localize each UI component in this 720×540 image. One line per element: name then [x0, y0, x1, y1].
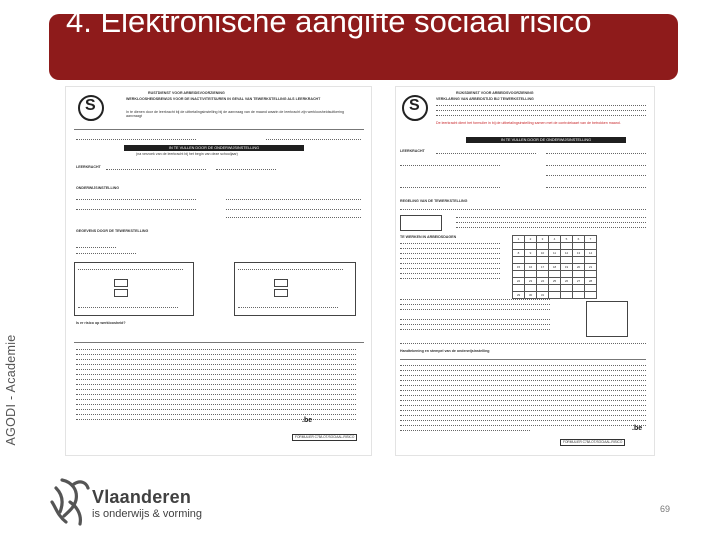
doc-right-be-mark: .be	[632, 425, 643, 432]
doc-left-intro: In te dienen door de leerkracht bij de uitbetalingsinstelling bij de aanvraag van de maand waarin de leerkracht zijn werkloosheidsuitkering aanvraagt	[126, 110, 344, 118]
days-table: 1 2 3 4 5 6 7 8 9 10 11 12 13 14 15 16 17 18 19 20 21 22 23 24 25 26 27 28 29 30 31	[512, 235, 597, 299]
doc-left-label-school: ONDERWIJSINSTELLING	[76, 186, 120, 190]
doc-right-header: RIJKSDIENST VOOR ARBEIDSVOORZIENING	[456, 91, 534, 95]
doc-right-label-schedule: REGELING VAN DE TEWERKSTELLING	[400, 199, 468, 203]
doc-left-header: RUSTDIENST VOOR ARBEIDSVOORZIENING	[148, 91, 225, 95]
document-right	[396, 87, 654, 455]
doc-right-note-red: De leerkracht dient het formulier in bij de uitbetalingsinstelling samen met de controlekaart van de betrokken maand.	[436, 121, 621, 125]
side-label	[0, 0, 22, 540]
brand-subtitle: is onderwijs & vorming	[92, 508, 203, 520]
doc-left-be-mark: .be	[302, 417, 313, 424]
doc-left-label-teacher: LEERKRACHT	[76, 165, 101, 169]
onem-logo-icon-right	[402, 95, 428, 121]
doc-left-label-data: GEGEVENS DOOR DE TEWERKSTELLING	[76, 229, 149, 233]
doc-right-subheader: VERKLARING VAN ARBEIDSTIJD BIJ TEWERKSTELLING	[436, 97, 534, 101]
doc-left-label-risk: Is er risico op werkloosheid?	[76, 321, 126, 325]
side-label-text: AGODI - Academie	[4, 334, 18, 446]
page-number: 69	[660, 504, 671, 514]
doc-left-section-employer: IN TE VULLEN DOOR DE ONDERWIJSINSTELLING	[124, 145, 304, 151]
doc-left-section-sub: (na verzoek van de leerkracht bij het begin van deze schooljaar)	[136, 152, 238, 156]
doc-right-label-signature: Handtekening en stempel van de onderwijsinstelling	[400, 349, 490, 353]
doc-right-label-teacher: LEERKRACHT	[400, 149, 425, 153]
doc-right-section-employer: IN TE VULLEN DOOR DE ONDERWIJSINSTELLING	[466, 137, 626, 143]
slide-title: 4. Elektronische aangifte sociaal risico	[66, 4, 592, 39]
brand-name: Vlaanderen	[92, 487, 192, 507]
doc-left-form-code: FORMULIER C78/LOT/SOCIAAL-RISICO	[292, 434, 357, 441]
onem-logo-icon	[78, 95, 104, 121]
doc-right-form-code: FORMULIER C78/LOT/SOCIAAL-RISICO	[560, 439, 625, 446]
doc-left-subheader: WERKLOOSHEIDSBEWIJS VOOR DE INACTIVITEITSUREN IN GEVAL VAN TEWERKSTELLING ALS LEERKRACHT	[126, 97, 321, 101]
doc-right-label-days: TE WERKEN IN ARBEIDSDAGEN	[400, 235, 457, 239]
document-left	[66, 87, 371, 455]
